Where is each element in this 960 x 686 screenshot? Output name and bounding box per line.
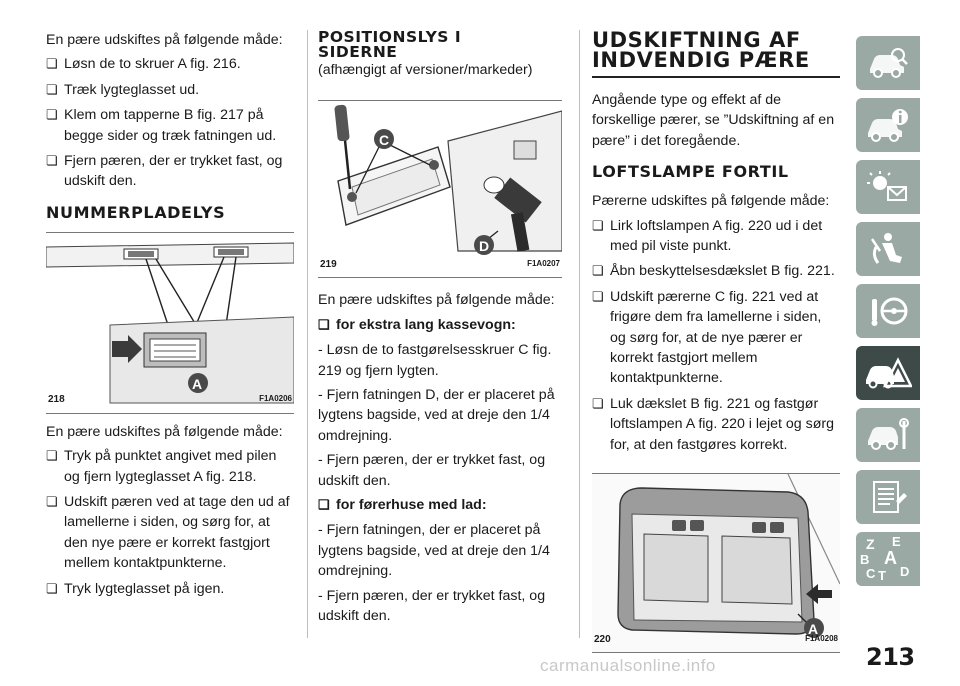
intro-text: Angående type og effekt af de forskellige pærer, se ”Udskiftning af en pære” i det foregående. [592, 92, 835, 149]
step-item: ❏ Træk lygteglasset ud. [46, 80, 294, 100]
heading-line: UDSKIFTNING AF [592, 28, 801, 52]
step-item: ❏ Fjern pæren, der er trykket fast, og udskift den. [46, 151, 294, 192]
section-heading-nummerpladelys: NUMMERPLADELYS [46, 202, 226, 222]
column-divider [307, 30, 308, 638]
watermark: carmanualsonline.info [540, 656, 716, 675]
index-letter: C [866, 566, 876, 581]
intro-text: En pære udskiftes på følgende måde: [46, 32, 283, 48]
specifications-list-icon [866, 479, 910, 515]
instruction-paragraph: - Fjern fatningen D, der er placeret på lygtens bagside, ved at dreje den 1/4 omdrejning. [318, 387, 555, 444]
step-item: ❏ Løsn de to skruer A fig. 216. [46, 54, 294, 74]
car-search-icon [866, 45, 910, 81]
figure-code: F1A0206 [259, 394, 292, 404]
instruction-paragraph: - Fjern fatningen, der er placeret på lygtens bagside, ved at dreje den 1/4 omdrejning. [318, 522, 550, 580]
column-2 [318, 30, 562, 631]
seat-airbag-icon [866, 231, 910, 267]
step-item: ❏ Udskift pæren ved at tage den ud af lamellerne i siden, og sørg for, at den nye pære er korrekt fastgjort mellem kontaktpunkterne. [46, 492, 294, 574]
warning-lights-icon [866, 169, 910, 205]
index-letter: Z [866, 536, 875, 552]
tab-steering-key[interactable] [856, 284, 920, 338]
tab-car-search[interactable] [856, 36, 920, 90]
column-3 [592, 30, 840, 653]
subtitle: (afhængigt af versioner/markeder) [318, 62, 533, 78]
car-maintenance-icon [866, 417, 910, 453]
tab-seat-airbag[interactable] [856, 222, 920, 276]
column-divider [579, 30, 580, 638]
car-breakdown-triangle-icon [864, 354, 912, 392]
index-letter: T [878, 568, 886, 583]
section-heading-positionslys [318, 30, 562, 60]
step-item: ❏ Tryk lygteglasset på igen. [46, 579, 294, 599]
instruction-paragraph: - Løsn de to fastgørelsesskruer C fig. 219 og fjern lygten. [318, 342, 552, 379]
intro-text: Pærerne udskiftes på følgende måde: [592, 193, 830, 210]
figure-218 [46, 232, 294, 414]
figure-code: F1A0208 [805, 633, 838, 643]
tab-car-maintenance[interactable] [856, 408, 920, 462]
case-heading: ❏ for ekstra lang kassevogn: [318, 315, 562, 335]
index-letter: B [860, 552, 870, 567]
instruction-paragraph: - Fjern pæren, der er trykket fast, og udskift den. [318, 587, 546, 625]
figure-number: 220 [594, 633, 611, 645]
index-letter: D [900, 564, 910, 579]
steering-key-icon [866, 293, 910, 329]
step-item: ❏ Lirk loftslampen A fig. 220 ud i det med pil viste punkt. [592, 216, 840, 257]
intro-text: En pære udskiftes på følgende måde: [46, 423, 283, 440]
tab-alphabet-index[interactable] [856, 532, 920, 586]
figure-number: 218 [48, 394, 65, 406]
section-heading-loftslampe: LOFTSLAMPE FORTIL [592, 162, 789, 182]
step-item: ❏ Luk dækslet B fig. 221 og fastgør loftslampen A fig. 220 i lejet og sørg for, at den fastgøres korrekt. [592, 394, 840, 455]
figure-number: 219 [320, 259, 337, 270]
step-item: ❏ Tryk på punktet angivet med pilen og fjern lygteglasset A fig. 218. [46, 446, 294, 487]
heading-line: POSITIONSLYS I [318, 28, 462, 46]
instruction-paragraph: - Fjern pæren, der er trykket fast, og udskift den. [318, 452, 546, 489]
step-item: ❏ Klem om tapperne B fig. 217 på begge sider og træk fatningen ud. [46, 105, 294, 146]
heading-line: SIDERNE [318, 43, 398, 61]
figure-label-d: D [479, 238, 490, 255]
heading-line: INDVENDIG PÆRE [592, 48, 810, 72]
figure-label-a: A [192, 375, 203, 392]
page-number: 213 [866, 643, 915, 671]
car-info-icon [866, 107, 910, 143]
step-item: ❏ Udskift pærerne C fig. 221 ved at frigøre dem fra lamellerne i siden, og sørg for, at de nye pærer er korrekt fastgjort mellem kontaktpunkterne. [592, 287, 840, 389]
figure-219 [318, 100, 562, 278]
figure-label-c: C [379, 132, 390, 149]
side-marker-light-illustration [318, 101, 562, 278]
index-letter: A [884, 548, 897, 568]
column-1 [46, 30, 294, 604]
ceiling-lamp-illustration [592, 474, 840, 653]
tab-warning-lights[interactable] [856, 160, 920, 214]
chapter-tabs [856, 36, 920, 594]
case-heading: ❏ for førerhuse med lad: [318, 495, 562, 515]
tab-breakdown-active[interactable] [856, 346, 920, 400]
intro-text: En pære udskiftes på følgende måde: [318, 292, 555, 309]
license-plate-light-illustration [46, 233, 294, 414]
section-heading-udskiftning [592, 30, 840, 78]
index-letter: E [892, 534, 901, 549]
tab-specifications[interactable] [856, 470, 920, 524]
figure-code: F1A0207 [527, 259, 560, 268]
step-item: ❏ Åbn beskyttelsesdækslet B fig. 221. [592, 261, 840, 281]
figure-label-a: A [808, 621, 819, 638]
figure-220 [592, 473, 840, 653]
tab-car-info[interactable] [856, 98, 920, 152]
